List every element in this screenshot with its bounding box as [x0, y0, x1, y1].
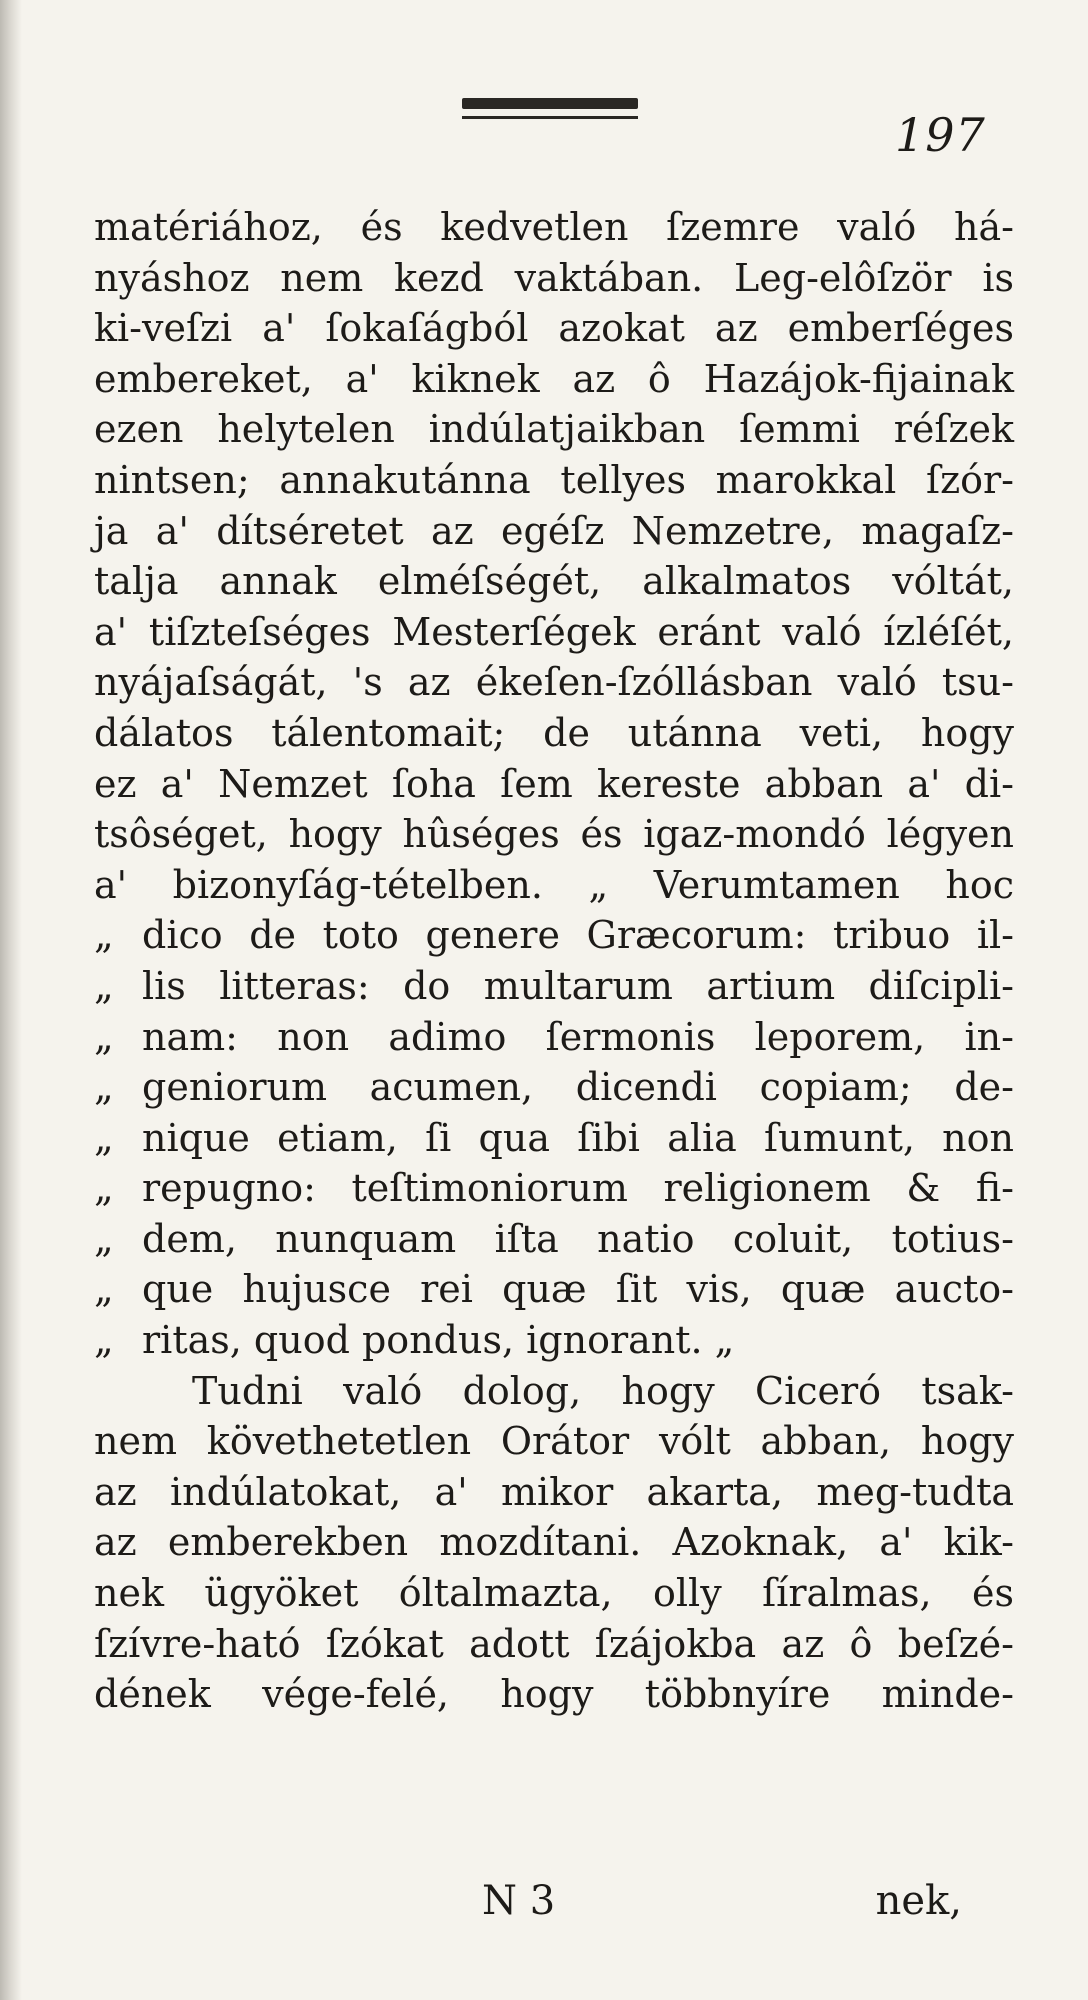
quote-text: nam: non adimo ſermonis leporem, in- [142, 1014, 1014, 1059]
quote-text: geniorum acumen, dicendi copiam; de- [142, 1065, 1014, 1110]
quote-line [94, 1163, 1014, 1214]
quote-mark: „ [94, 1166, 114, 1211]
text-line: nintsen; annakutánna tellyes marokkal ſzór- [94, 457, 1014, 502]
binding-shadow [0, 0, 22, 2000]
signature-mark: N 3 [482, 1878, 556, 1924]
text-line: embereket, a' kiknek az ô Hazájok-fijainak [94, 356, 1014, 401]
text-line: matériához, és kedvetlen ſzemre való há- [94, 205, 1014, 249]
text-line: ſzívre-ható ſzókat adott ſzájokba az ô beſzé- [94, 1621, 1014, 1666]
text-line: az indúlatokat, a' mikor akarta, meg-tudta [94, 1469, 1014, 1514]
quote-line [94, 1315, 1014, 1366]
text-line: dének vége-felé, hogy többnyíre minde- [94, 1672, 1014, 1717]
quote-mark: „ [94, 1115, 114, 1160]
quote-line [94, 910, 1014, 961]
quote-text: nique etiam, ſi qua ſibi alia ſumunt, non [142, 1115, 1014, 1160]
header-rule [462, 98, 638, 109]
text-line: a' tiſzteſséges Mesterſégek eránt való ízléſét, [94, 609, 1014, 654]
quote-mark: „ [94, 1065, 114, 1110]
quote-text: dem, nunquam iſta natio coluit, totius- [142, 1216, 1014, 1261]
text-line: nem követhetetlen Orátor vólt abban, hogy [94, 1419, 1014, 1464]
text-line: nek ügyöket óltalmazta, olly ſíralmas, és [94, 1571, 1014, 1616]
quote-mark: „ [94, 913, 114, 958]
quote-line [94, 1012, 1014, 1063]
text-line: dálatos tálentomait; de utánna veti, hogy [94, 710, 1014, 755]
page-footer [94, 1878, 1014, 1934]
quote-text: ritas, quod pondus, ignorant. „ [142, 1318, 735, 1363]
text-line: ki-veſzi a' ſokaſágból azokat az emberſéges [94, 306, 1014, 351]
text-line: ja a' dítséretet az egéſz Nemzetre, magaſz- [94, 508, 1014, 553]
body-text [94, 202, 1014, 1720]
text-line: az emberekben mozdítani. Azoknak, a' kik- [94, 1520, 1014, 1565]
header-rule-thin [462, 116, 638, 119]
quote-line [94, 1062, 1014, 1113]
quote-text: lis litteras: do multarum artium diſcipli- [142, 963, 1014, 1008]
quote-mark: „ [94, 1014, 114, 1059]
page-number: 197 [895, 108, 986, 162]
quote-line [94, 1113, 1014, 1164]
catchword: nek, [875, 1878, 962, 1924]
text-line: tsôséget, hogy hûséges és igaz-mondó légyen [94, 812, 1014, 857]
text-line: nyájaſságát, 's az ékeſen-ſzóllásban való tsu- [94, 660, 1014, 705]
quote-text: que hujusce rei quæ ſit vis, quæ aucto- [142, 1267, 1014, 1312]
quote-line [94, 1264, 1014, 1315]
quote-mark: „ [94, 1267, 114, 1312]
quote-line [94, 961, 1014, 1012]
quote-text: dico de toto genere Græcorum: tribuo il- [142, 913, 1014, 958]
quote-mark: „ [94, 1216, 114, 1261]
paragraph-first-line: Tudni való dolog, hogy Ciceró tsak- [192, 1368, 1014, 1413]
quote-text: repugno: teſtimoniorum religionem & fi- [142, 1166, 1014, 1211]
quote-mark: „ [94, 963, 114, 1008]
text-line: talja annak elméſségét, alkalmatos vóltát, [94, 559, 1014, 604]
text-line: nyáshoz nem kezd vaktában. Leg-elôſzör is [94, 255, 1014, 300]
text-line: ezen helytelen indúlatjaikban ſemmi réſzek [94, 407, 1014, 452]
quote-mark: „ [94, 1318, 114, 1363]
text-line: a' bizonyſág-tételben. „ Verumtamen hoc [94, 862, 1014, 907]
quote-line [94, 1214, 1014, 1265]
text-line: ez a' Nemzet ſoha ſem kereste abban a' di- [94, 761, 1014, 806]
